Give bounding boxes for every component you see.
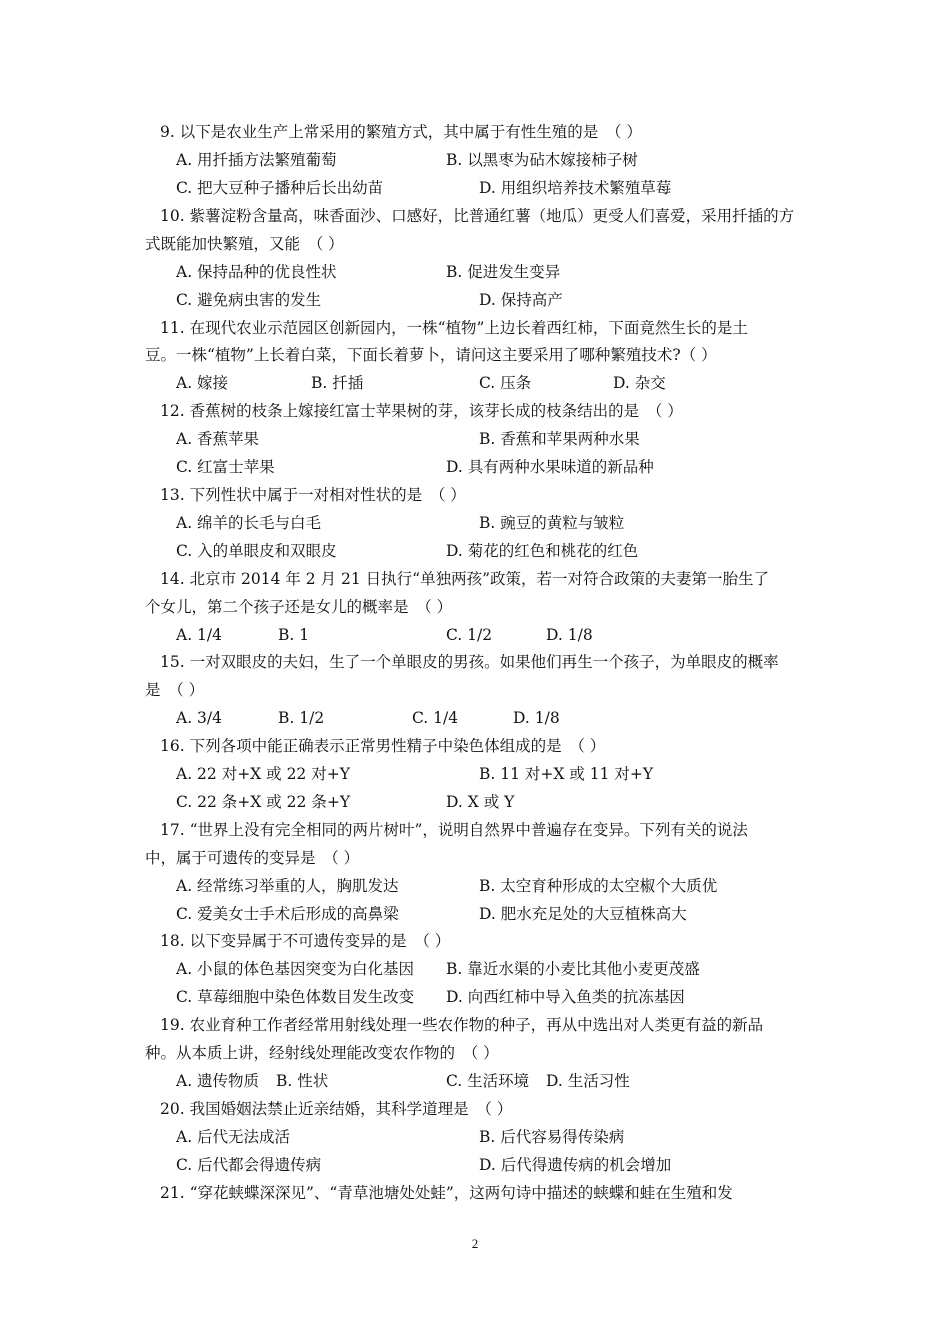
question-12-option-c: C. 红富士苹果: [176, 458, 275, 476]
question-15-option-d: D. 1/8: [513, 709, 560, 727]
question-12-stem: 12. 香蕉树的枝条上嫁接红富士苹果树的芽，该芽长成的枝条结出的是 （ ）: [160, 402, 683, 420]
question-16-option-a: A. 22 对+X 或 22 对+Y: [176, 765, 350, 783]
question-11-option-c: C. 压条: [479, 374, 532, 392]
question-13-stem: 13. 下列性状中属于一对相对性状的是 （ ）: [160, 486, 466, 504]
question-19-option-c: C. 生活环境: [446, 1072, 530, 1090]
question-10-option-c: C. 避免病虫害的发生: [176, 291, 322, 309]
question-14-continuation: 个女儿，第二个孩子还是女儿的概率是 （ ）: [145, 598, 453, 616]
question-21-stem: 21. “穿花蛱蝶深深见”、“青草池塘处处蛙”，这两句诗中描述的蛱蝶和蛙在生殖和发: [160, 1184, 733, 1202]
question-20-stem: 20. 我国婚姻法禁止近亲结婚，其科学道理是 （ ）: [160, 1100, 513, 1118]
question-10-continuation: 式既能加快繁殖，又能 （ ）: [145, 235, 344, 253]
question-14-option-c: C. 1/2: [446, 626, 493, 644]
question-13-option-b: B. 豌豆的黄粒与皱粒: [479, 514, 625, 532]
question-20-option-c: C. 后代都会得遗传病: [176, 1156, 322, 1174]
question-12-option-d: D. 具有两种水果味道的新品种: [446, 458, 654, 476]
question-14-option-b: B. 1: [278, 626, 310, 644]
question-10-option-b: B. 促进发生变异: [446, 263, 561, 281]
question-19-option-a: A. 遗传物质: [176, 1072, 260, 1090]
question-18-option-b: B. 靠近水渠的小麦比其他小麦更茂盛: [446, 960, 700, 978]
question-15-option-a: A. 3/4: [176, 709, 222, 727]
question-18-option-d: D. 向西红柿中导入鱼类的抗冻基因: [446, 988, 685, 1006]
question-17-option-d: D. 肥水充足处的大豆植株高大: [479, 905, 687, 923]
question-13-option-d: D. 菊花的红色和桃花的红色: [446, 542, 639, 560]
question-9-option-b: B. 以黑枣为砧木嫁接柿子树: [446, 151, 638, 169]
question-14-option-a: A. 1/4: [176, 626, 222, 644]
question-15-continuation: 是 （ ）: [145, 681, 205, 699]
question-15-option-c: C. 1/4: [412, 709, 459, 727]
question-19-option-d: D. 生活习性: [546, 1072, 630, 1090]
question-17-continuation: 中，属于可遗传的变异是 （ ）: [145, 849, 360, 867]
question-20-option-a: A. 后代无法成活: [176, 1128, 291, 1146]
question-10-option-d: D. 保持高产: [479, 291, 563, 309]
question-19-option-b: B. 性状: [276, 1072, 329, 1090]
question-10-option-a: A. 保持品种的优良性状: [176, 263, 337, 281]
question-14-stem: 14. 北京市 2014 年 2 月 21 日执行“单独两孩”政策，若一对符合政策的夫妻第一胎生了: [160, 570, 770, 588]
question-17-option-c: C. 爱美女士手术后形成的高鼻梁: [176, 905, 399, 923]
question-12-option-b: B. 香蕉和苹果两种水果: [479, 430, 640, 448]
question-10-stem: 10. 紫薯淀粉含量高，味香面沙、口感好，比普通红薯（地瓜）更受人们喜爱，采用扦插的方: [160, 207, 795, 225]
question-17-option-b: B. 太空育种形成的太空椒个大质优: [479, 877, 718, 895]
question-19-continuation: 种。从本质上讲，经射线处理能改变农作物的 （ ）: [145, 1044, 499, 1062]
question-17-stem: 17. “世界上没有完全相同的两片树叶”，说明自然界中普遍存在变异。下列有关的说法: [160, 821, 748, 839]
question-9-option-d: D. 用组织培养技术繁殖草莓: [479, 179, 672, 197]
question-18-stem: 18. 以下变异属于不可遗传变异的是 （ ）: [160, 932, 451, 950]
question-18-option-c: C. 草莓细胞中染色体数目发生改变: [176, 988, 415, 1006]
question-9-option-a: A. 用扦插方法繁殖葡萄: [176, 151, 337, 169]
question-16-stem: 16. 下列各项中能正确表示正常男性精子中染色体组成的是 （ ）: [160, 737, 606, 755]
question-16-option-d: D. X 或 Y: [446, 793, 515, 811]
question-11-option-b: B. 扦插: [311, 374, 364, 392]
question-9-option-c: C. 把大豆种子播种后长出幼苗: [176, 179, 384, 197]
question-9-stem: 9. 以下是农业生产上常采用的繁殖方式，其中属于有性生殖的是 （ ）: [160, 123, 642, 141]
question-18-option-a: A. 小鼠的体色基因突变为白化基因: [176, 960, 415, 978]
question-20-option-d: D. 后代得遗传病的机会增加: [479, 1156, 672, 1174]
question-17-option-a: A. 经常练习举重的人，胸肌发达: [176, 877, 399, 895]
page-number: 2: [471, 1236, 479, 1251]
question-20-option-b: B. 后代容易得传染病: [479, 1128, 625, 1146]
question-15-option-b: B. 1/2: [278, 709, 325, 727]
question-13-option-a: A. 绵羊的长毛与白毛: [176, 514, 322, 532]
question-11-option-a: A. 嫁接: [176, 374, 229, 392]
question-16-option-b: B. 11 对+X 或 11 对+Y: [479, 765, 654, 783]
question-13-option-c: C. 入的单眼皮和双眼皮: [176, 542, 337, 560]
question-15-stem: 15. 一对双眼皮的夫妇，生了一个单眼皮的男孩。如果他们再生一个孩子，为单眼皮的概率: [160, 653, 779, 671]
question-12-option-a: A. 香蕉苹果: [176, 430, 260, 448]
question-16-option-c: C. 22 条+X 或 22 条+Y: [176, 793, 351, 811]
question-14-option-d: D. 1/8: [546, 626, 593, 644]
question-11-option-d: D. 杂交: [613, 374, 666, 392]
question-11-continuation: 豆。一株“植物”上长着白菜，下面长着萝卜，请问这主要采用了哪种繁殖技术?（ ）: [145, 346, 717, 364]
question-11-stem: 11. 在现代农业示范园区创新园内，一株“植物”上边长着西红柿，下面竟然生长的是土: [160, 319, 748, 337]
question-19-stem: 19. 农业育种工作者经常用射线处理一些农作物的种子，再从中选出对人类更有益的新品: [160, 1016, 764, 1034]
